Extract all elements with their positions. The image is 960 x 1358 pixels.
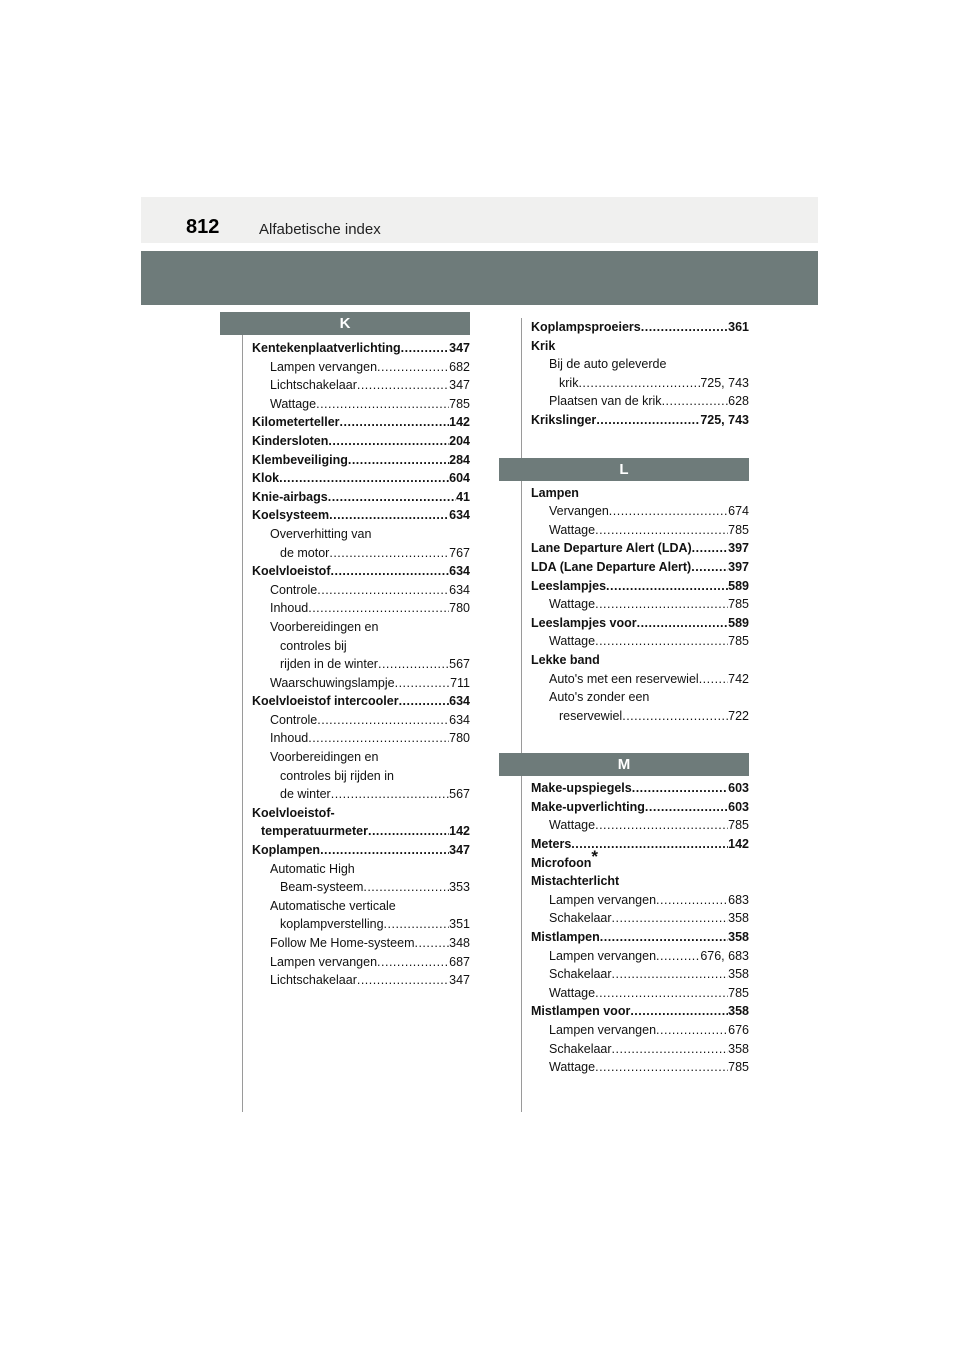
index-term: Lane Departure Alert (LDA): [531, 541, 692, 556]
index-term: Krikslinger: [531, 412, 597, 427]
page-reference: 785: [728, 522, 749, 537]
index-term: rijden in de winter: [280, 657, 378, 672]
page-reference: 634: [449, 712, 470, 727]
leader-dots: [331, 785, 449, 804]
index-entry: [531, 670, 749, 689]
page-reference: 780: [449, 731, 470, 746]
index-entry: [252, 655, 470, 674]
index-term: Schakelaar: [549, 1041, 612, 1056]
index-entry: [252, 860, 470, 879]
index-term: Lampen: [531, 485, 579, 500]
index-entry: [531, 798, 749, 817]
index-entry: [531, 484, 749, 503]
page-reference: 353: [449, 880, 470, 895]
index-entry: [252, 506, 470, 525]
index-term: Mistlampen: [531, 930, 600, 945]
leader-dots: [612, 965, 729, 984]
page-reference: 567: [449, 787, 470, 802]
leader-dots: [329, 506, 449, 525]
leader-dots: [595, 595, 728, 614]
page-reference: 397: [728, 541, 749, 556]
index-term: LDA (Lane Departure Alert): [531, 559, 692, 574]
index-entry: [531, 1058, 749, 1077]
index-entry: [252, 413, 470, 432]
index-entry: [531, 947, 749, 966]
header-band: [141, 197, 818, 243]
leader-dots: [368, 822, 449, 841]
index-entry: [252, 841, 470, 860]
index-entry: [531, 614, 749, 633]
page-reference: 785: [728, 985, 749, 1000]
leader-dots: [595, 632, 728, 651]
leader-dots: [662, 392, 729, 411]
index-entry: [531, 872, 749, 891]
leader-dots: [348, 451, 449, 470]
index-entry: [531, 816, 749, 835]
index-term: Oververhitting van: [270, 526, 372, 541]
index-entry: [531, 891, 749, 910]
index-term: Lichtschakelaar: [270, 378, 357, 393]
index-term: Lampen vervangen: [270, 359, 378, 374]
section-header-k: K: [220, 312, 470, 335]
index-entry: [531, 411, 749, 430]
page-reference: 780: [449, 601, 470, 616]
page-reference: 204: [449, 433, 470, 448]
index-term: Wattage: [270, 396, 317, 411]
index-entry: [531, 965, 749, 984]
leader-dots: [699, 670, 728, 689]
index-term: Lekke band: [531, 652, 600, 667]
index-term: Schakelaar: [549, 967, 612, 982]
index-entry: [252, 395, 470, 414]
index-term: Kentekenplaatverlichting: [252, 341, 401, 355]
leader-dots: [308, 729, 449, 748]
page-reference: 725, 743: [700, 375, 749, 390]
index-term: Wattage: [549, 1060, 596, 1075]
index-entry: [252, 544, 470, 563]
index-term: controles bij rijden in: [280, 768, 394, 783]
index-entry: [531, 502, 749, 521]
index-entry: [531, 651, 749, 670]
index-entry: [252, 915, 470, 934]
index-entry: [531, 846, 749, 873]
column-divider-left: [242, 318, 243, 1112]
index-term: Voorbereidingen en: [270, 750, 379, 765]
page-reference: 674: [728, 504, 749, 519]
index-entry: [531, 632, 749, 651]
page-reference: 603: [728, 781, 749, 796]
index-entry: [252, 767, 470, 786]
page-reference: 676: [728, 1023, 749, 1037]
index-term: koplampverstelling: [280, 917, 384, 932]
index-entry: [531, 1002, 749, 1021]
page-reference: 347: [449, 973, 470, 988]
leader-dots: [328, 432, 449, 451]
index-entry: [531, 779, 749, 798]
leader-dots: [595, 1058, 728, 1077]
leader-dots: [692, 539, 728, 558]
footnote-asterisk: *: [591, 846, 599, 866]
leader-dots: [595, 816, 728, 835]
leader-dots: [600, 928, 728, 947]
leader-dots: [656, 1021, 728, 1040]
page-reference: 711: [450, 675, 470, 690]
index-term: Koplampen: [252, 843, 321, 858]
leader-dots: [308, 599, 449, 618]
leader-dots: [328, 488, 456, 507]
leader-dots: [378, 655, 449, 674]
leader-dots: [363, 878, 449, 897]
leader-dots: [691, 558, 728, 577]
index-term: Wattage: [549, 818, 596, 833]
index-term: Mistlampen voor: [531, 1004, 631, 1019]
index-term: Follow Me Home-systeem: [270, 936, 415, 950]
page-reference: 634: [449, 582, 470, 597]
index-entry: [531, 577, 749, 596]
index-entry: [252, 804, 470, 823]
index-term: Koelsysteem: [252, 508, 330, 523]
leader-dots: [595, 521, 728, 540]
index-term: Wattage: [549, 597, 596, 612]
index-term: Leeslampjes: [531, 578, 607, 593]
index-entry: [252, 525, 470, 544]
index-term: de motor: [280, 545, 330, 560]
index-entry: [531, 1021, 749, 1040]
index-term: Klembeveiliging: [252, 452, 348, 467]
page-reference: 785: [728, 597, 749, 612]
page-reference: 589: [728, 615, 749, 630]
index-entry: [531, 374, 749, 393]
index-term: krik: [559, 375, 579, 390]
index-term: Make-upspiegels: [531, 781, 632, 796]
page-number: 812: [186, 216, 220, 238]
index-entry: [252, 953, 470, 972]
index-entry: [531, 835, 749, 854]
index-entry: [252, 376, 470, 395]
leader-dots: [656, 891, 728, 910]
leader-dots: [320, 841, 449, 860]
index-term: Lampen vervangen: [549, 948, 657, 963]
page-reference: 785: [728, 818, 749, 833]
index-entry: [531, 928, 749, 947]
index-term: de winter: [280, 787, 331, 802]
index-entry: [531, 521, 749, 540]
index-entry: [252, 692, 470, 711]
index-entry: [252, 637, 470, 656]
leader-dots: [645, 798, 728, 817]
page-reference: 767: [449, 545, 470, 560]
index-term: Lampen vervangen: [549, 892, 657, 907]
index-entry: [531, 595, 749, 614]
page-reference: 41: [456, 489, 470, 504]
index-entry: [252, 339, 470, 358]
index-entry: [252, 618, 470, 637]
index-entry: [531, 909, 749, 928]
index-entry: [252, 897, 470, 916]
index-entry: [531, 318, 749, 337]
page-reference: 347: [449, 378, 470, 393]
index-term: Plaatsen van de krik: [549, 394, 662, 409]
leader-dots: [641, 318, 728, 337]
leader-dots: [578, 374, 700, 393]
page-reference: 725, 743: [700, 412, 749, 427]
leader-dots: [399, 692, 450, 711]
leader-dots: [395, 674, 450, 693]
index-entry: [531, 707, 749, 726]
leader-dots: [279, 469, 449, 488]
index-term: Koelvloeistof-: [252, 805, 335, 820]
leader-dots: [606, 577, 728, 596]
header-title: Alfabetische index: [259, 221, 381, 238]
page-reference: 358: [728, 911, 749, 926]
index-term: Bij de auto geleverde: [549, 357, 667, 372]
index-entry: [252, 451, 470, 470]
leader-dots: [612, 909, 729, 928]
leader-dots: [377, 358, 449, 377]
index-term: Auto's met een reservewiel: [549, 671, 699, 686]
index-term: Wattage: [549, 985, 596, 1000]
section-band: [141, 251, 818, 305]
leader-dots: [612, 1040, 729, 1059]
index-term: Controle: [270, 712, 318, 727]
page-reference: 628: [728, 394, 749, 409]
index-entry: [531, 355, 749, 374]
page-reference: 347: [449, 341, 470, 355]
index-term: Mistachterlicht: [531, 874, 620, 889]
leader-dots: [622, 707, 728, 726]
leader-dots: [317, 711, 449, 730]
index-term: Wattage: [549, 522, 596, 537]
index-entry: [531, 984, 749, 1003]
leader-dots: [609, 502, 728, 521]
index-term: Inhoud: [270, 731, 309, 746]
index-term: Kilometerteller: [252, 415, 340, 430]
index-column-2: [531, 318, 749, 1077]
index-entry: [252, 729, 470, 748]
page-reference: 361: [728, 320, 749, 334]
index-entry: [252, 748, 470, 767]
section-header-l: L: [499, 458, 749, 481]
page-reference: 142: [728, 837, 749, 852]
page-reference: 358: [728, 930, 749, 945]
index-entry: [252, 599, 470, 618]
index-term: Schakelaar: [549, 911, 612, 926]
index-entry: [531, 1040, 749, 1059]
leader-dots: [329, 544, 449, 563]
page-reference: 785: [728, 634, 749, 649]
leader-dots: [637, 614, 729, 633]
page-reference: 634: [449, 694, 470, 709]
index-term: Auto's zonder een: [549, 690, 650, 705]
page-reference: 742: [728, 671, 749, 686]
page-reference: 634: [449, 564, 470, 579]
page-reference: 683: [728, 892, 749, 907]
index-column-1: [252, 312, 470, 990]
index-term: Wattage: [549, 634, 596, 649]
page-reference: 358: [728, 967, 749, 982]
index-term: Klok: [252, 471, 280, 486]
page-reference: 142: [449, 824, 470, 839]
index-entry: [252, 878, 470, 897]
index-term: Koelvloeistof intercooler: [252, 694, 399, 709]
leader-dots: [656, 947, 700, 966]
page-reference: 603: [728, 799, 749, 814]
leader-dots: [316, 395, 449, 414]
leader-dots: [317, 581, 449, 600]
page-reference: 687: [449, 954, 470, 969]
index-term: Koelvloeistof: [252, 564, 331, 579]
index-term: Knie-airbags: [252, 489, 328, 504]
page-reference: 722: [728, 708, 749, 723]
index-entry: [252, 469, 470, 488]
leader-dots: [414, 934, 449, 953]
index-term: Make-upverlichting: [531, 799, 645, 814]
index-term: controles bij: [280, 638, 347, 653]
index-term: reservewiel: [559, 708, 623, 723]
page-reference: 358: [728, 1041, 749, 1056]
leader-dots: [632, 779, 728, 798]
leader-dots: [630, 1002, 728, 1021]
page-reference: 351: [449, 917, 470, 932]
index-entry: [252, 562, 470, 581]
index-entry: [252, 674, 470, 693]
column-divider-middle: [521, 318, 522, 1112]
leader-dots: [377, 953, 449, 972]
page-reference: 604: [449, 471, 470, 486]
index-term: Voorbereidingen en: [270, 619, 379, 634]
leader-dots: [357, 376, 449, 395]
index-term: Beam-systeem: [280, 880, 364, 895]
index-term: Microfoon: [531, 855, 592, 870]
index-term: Lampen vervangen: [549, 1023, 657, 1037]
index-entry: [531, 337, 749, 356]
leader-dots: [340, 413, 450, 432]
page-reference: 682: [449, 359, 470, 374]
page-reference: 785: [728, 1060, 749, 1075]
index-entry: [531, 539, 749, 558]
page-reference: 347: [449, 843, 470, 858]
index-entry: [531, 688, 749, 707]
index-entry: [252, 934, 470, 953]
index-term: Waarschuwingslampje: [270, 675, 395, 690]
index-term: Koplampsproeiers: [531, 320, 641, 334]
index-term: Automatische verticale: [270, 898, 396, 913]
index-term: Meters: [531, 837, 572, 852]
page-reference: 397: [728, 559, 749, 574]
leader-dots: [357, 971, 449, 990]
index-entry: [252, 432, 470, 451]
index-term: Kindersloten: [252, 433, 329, 448]
index-term: Controle: [270, 582, 318, 597]
index-term: Krik: [531, 338, 556, 353]
page-reference: 567: [449, 657, 470, 672]
index-term: Leeslampjes voor: [531, 615, 637, 630]
index-entry: [252, 785, 470, 804]
index-term: Automatic High: [270, 861, 355, 876]
section-header-m: M: [499, 753, 749, 776]
index-entry: [252, 971, 470, 990]
index-term: Vervangen: [549, 504, 609, 519]
index-entry: [252, 822, 470, 841]
index-entry: [252, 488, 470, 507]
page-reference: 676, 683: [700, 948, 749, 963]
page-reference: 348: [449, 936, 470, 950]
leader-dots: [595, 984, 728, 1003]
index-entry: [252, 358, 470, 377]
index-term: Inhoud: [270, 601, 309, 616]
page-reference: 634: [449, 508, 470, 523]
leader-dots: [401, 339, 449, 358]
index-entry: [252, 711, 470, 730]
page-reference: 142: [449, 415, 470, 430]
index-entry: [531, 392, 749, 411]
page-reference: 589: [728, 578, 749, 593]
index-entry: [531, 558, 749, 577]
index-term: Lichtschakelaar: [270, 973, 357, 988]
leader-dots: [331, 562, 450, 581]
index-entry: [252, 581, 470, 600]
leader-dots: [384, 915, 450, 934]
page-reference: 358: [728, 1004, 749, 1019]
page-reference: 785: [449, 396, 470, 411]
index-term: temperatuurmeter: [261, 824, 368, 839]
page-reference: 284: [449, 452, 470, 467]
leader-dots: [596, 411, 700, 430]
index-term: Lampen vervangen: [270, 954, 378, 969]
